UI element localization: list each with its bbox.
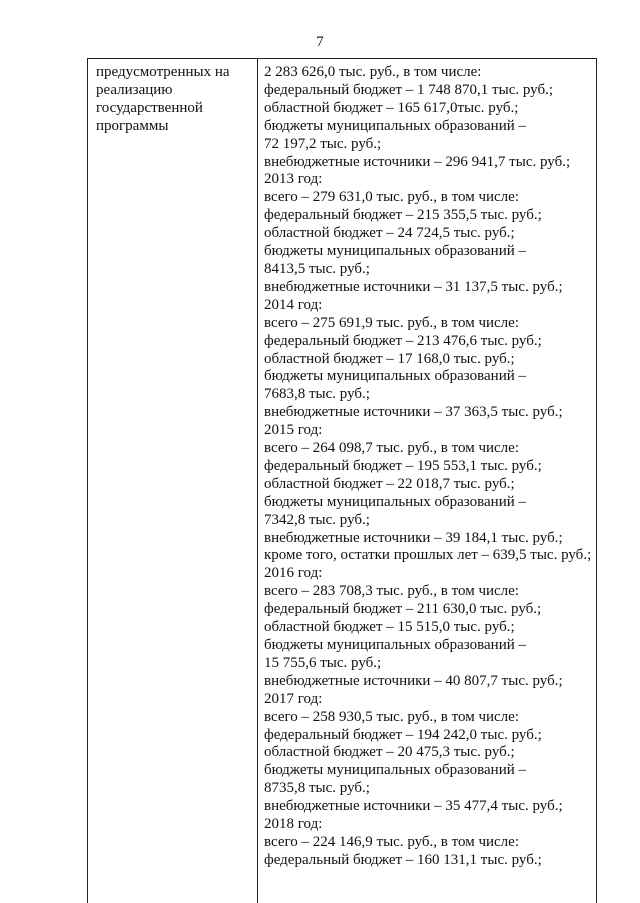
right-cell-line: всего – 224 146,9 тыс. руб., в том числе: — [264, 833, 519, 850]
right-cell-line: бюджеты муниципальных образований – — [264, 117, 527, 134]
right-cell-line: всего – 279 631,0 тыс. руб., в том числе: — [264, 189, 519, 206]
right-cell-line: федеральный бюджет – 1 748 870,1 тыс. руб.; — [264, 81, 553, 98]
right-cell-line: федеральный бюджет – 194 242,0 тыс. руб.; — [264, 726, 542, 743]
right-cell-line: бюджеты муниципальных образований – — [264, 762, 527, 779]
right-cell-line: 7342,8 тыс. руб.; — [264, 511, 370, 528]
left-cell-line: программы — [96, 117, 169, 134]
right-cell-line: областной бюджет – 165 617,0тыс. руб.; — [264, 99, 519, 116]
right-cell-line: областной бюджет – 17 168,0 тыс. руб.; — [264, 350, 515, 367]
right-cell-line: федеральный бюджет – 213 476,6 тыс. руб.; — [264, 332, 542, 349]
right-cell-line: бюджеты муниципальных образований – — [264, 637, 527, 653]
right-cell-line: всего – 283 708,3 тыс. руб., в том числе: — [264, 583, 519, 600]
right-cell-line: бюджеты муниципальных образований – — [264, 243, 527, 260]
right-cell-line: 2017 год: — [264, 690, 323, 707]
right-cell-line: 2 283 626,0 тыс. руб., в том числе: — [264, 64, 482, 80]
funding-table — [87, 58, 597, 903]
table-left-cell — [96, 64, 251, 136]
column-divider — [257, 59, 258, 903]
right-cell-line: 7683,8 тыс. руб.; — [264, 386, 370, 403]
right-cell-line: областной бюджет – 15 515,0 тыс. руб.; — [264, 619, 515, 636]
left-cell-line: реализацию — [96, 81, 173, 98]
right-cell-line: федеральный бюджет – 215 355,5 тыс. руб.; — [264, 207, 542, 224]
right-cell-line: федеральный бюджет – 211 630,0 тыс. руб.; — [264, 601, 542, 618]
right-cell-line: федеральный бюджет – 160 131,1 тыс. руб.; — [264, 851, 542, 868]
right-cell-line: всего – 264 098,7 тыс. руб., в том числе: — [264, 440, 519, 457]
right-cell-line: федеральный бюджет – 195 553,1 тыс. руб.; — [264, 457, 542, 474]
right-cell-line: 2015 год: — [264, 422, 323, 439]
right-cell-line: областной бюджет – 20 475,3 тыс. руб.; — [264, 744, 515, 761]
left-cell-line: предусмотренных на — [96, 64, 230, 80]
left-cell-line: государственной — [96, 99, 203, 116]
right-cell-line: областной бюджет – 22 018,7 тыс. руб.; — [264, 475, 515, 492]
right-cell-line: кроме того, остатки прошлых лет – 639,5 тыс. руб.; — [264, 547, 592, 564]
right-cell-line: внебюджетные источники – 40 807,7 тыс. руб.; — [264, 672, 563, 689]
table-right-cell — [264, 64, 598, 870]
right-cell-line: 2013 год: — [264, 171, 323, 188]
right-cell-line: 2016 год: — [264, 565, 323, 582]
page-number: 7 — [316, 34, 324, 50]
right-cell-line: внебюджетные источники – 296 941,7 тыс. руб.; — [264, 153, 571, 170]
right-cell-line: бюджеты муниципальных образований – — [264, 368, 527, 385]
right-cell-line: внебюджетные источники – 37 363,5 тыс. руб.; — [264, 404, 563, 421]
right-cell-line: областной бюджет – 24 724,5 тыс. руб.; — [264, 225, 515, 242]
right-cell-line: 8413,5 тыс. руб.; — [264, 260, 370, 277]
right-cell-line: бюджеты муниципальных образований – — [264, 493, 527, 510]
right-cell-line: внебюджетные источники – 39 184,1 тыс. руб.; — [264, 529, 563, 546]
right-cell-line: 2014 год: — [264, 296, 323, 313]
right-cell-line: 72 197,2 тыс. руб.; — [264, 135, 382, 152]
right-cell-line: всего – 275 691,9 тыс. руб., в том числе: — [264, 314, 519, 331]
right-cell-line: 2018 год: — [264, 816, 323, 833]
right-cell-line: внебюджетные источники – 31 137,5 тыс. руб.; — [264, 278, 563, 295]
right-cell-line: 15 755,6 тыс. руб.; — [264, 654, 382, 671]
right-cell-line: внебюджетные источники – 35 477,4 тыс. руб.; — [264, 798, 563, 815]
right-cell-line: 8735,8 тыс. руб.; — [264, 780, 370, 797]
right-cell-line: всего – 258 930,5 тыс. руб., в том числе: — [264, 708, 519, 725]
